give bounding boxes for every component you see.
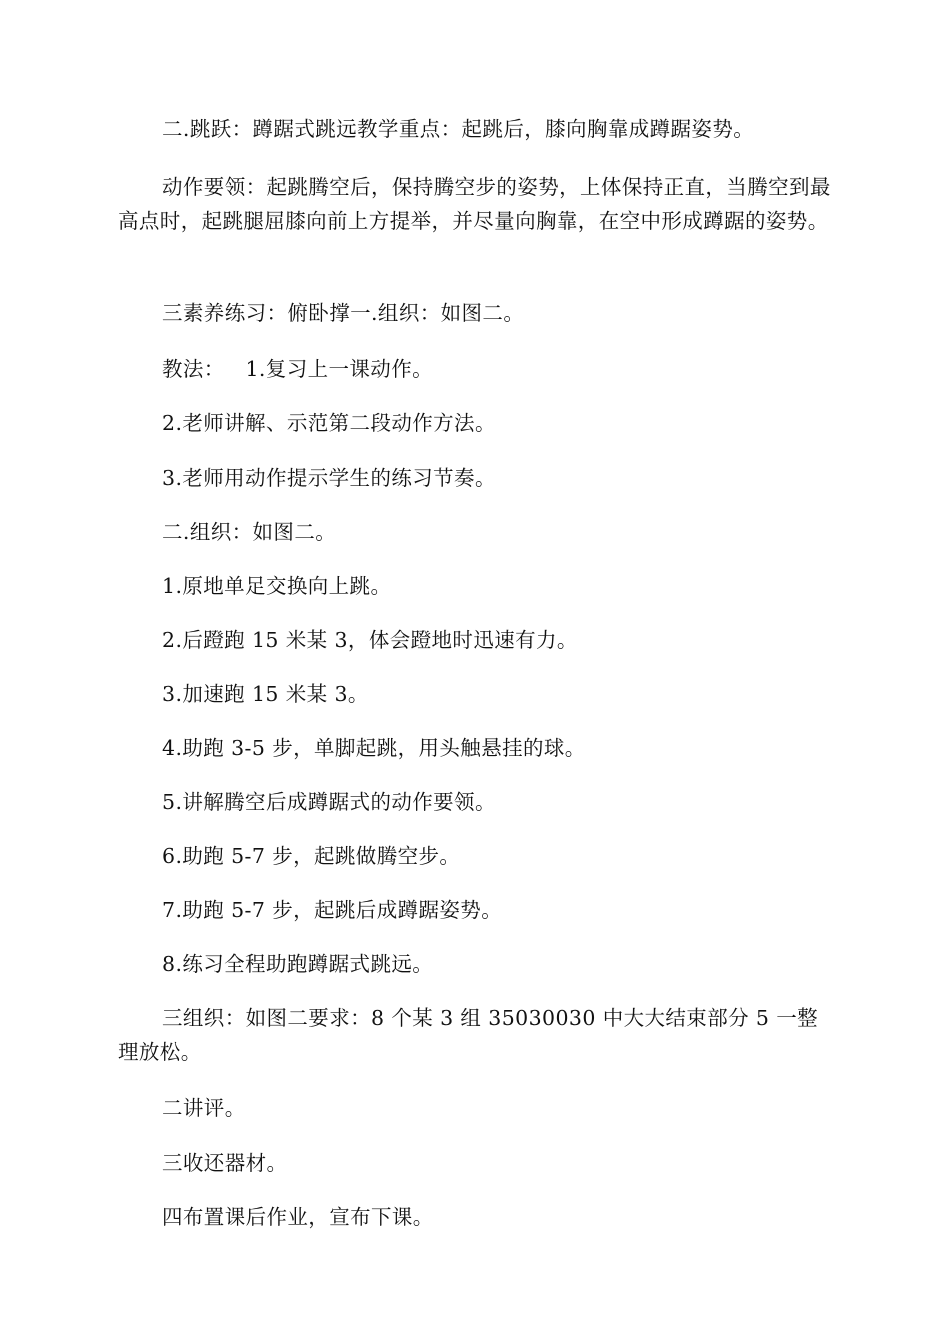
paragraph-step-8: 8.练习全程助跑蹲踞式跳远。 bbox=[162, 952, 434, 976]
paragraph-organization: 二.组织：如图二。 bbox=[162, 520, 337, 544]
paragraph-homework-dismissal: 四布置课后作业，宣布下课。 bbox=[162, 1205, 434, 1229]
paragraph-jump-heading: 二.跳跃：蹲踞式跳远教学重点：起跳后，膝向胸靠成蹲踞姿势。 bbox=[162, 117, 755, 141]
paragraph-quality-practice: 三素养练习：俯卧撑一.组织：如图二。 bbox=[162, 301, 525, 325]
paragraph-step-3: 3.加速跑 15 米某 3。 bbox=[162, 682, 369, 706]
paragraph-method-3: 3.老师用动作提示学生的练习节奏。 bbox=[162, 466, 496, 490]
paragraph-step-5: 5.讲解腾空后成蹲踞式的动作要领。 bbox=[162, 790, 496, 814]
paragraph-collect-equipment: 三收还器材。 bbox=[162, 1151, 288, 1175]
paragraph-step-1: 1.原地单足交换向上跳。 bbox=[162, 574, 392, 598]
paragraph-step-6: 6.助跑 5-7 步，起跳做腾空步。 bbox=[162, 844, 461, 868]
paragraph-step-7: 7.助跑 5-7 步，起跳后成蹲踞姿势。 bbox=[162, 898, 503, 922]
paragraph-organization-requirements: 三组织：如图二要求：8 个某 3 组 35030030 中大大结束部分 5 一整理放松。 bbox=[118, 1006, 819, 1064]
paragraph-action-essentials: 动作要领：起跳腾空后，保持腾空步的姿势，上体保持正直，当腾空到最高点时，起跳腿屈膝向前上方提举，并尽量向胸靠，在空中形成蹲踞的姿势。 bbox=[118, 175, 831, 233]
paragraph-review: 二讲评。 bbox=[162, 1096, 246, 1120]
paragraph-teaching-method: 教法： 1.复习上一课动作。 bbox=[162, 357, 434, 381]
paragraph-step-4: 4.助跑 3-5 步，单脚起跳，用头触悬挂的球。 bbox=[162, 736, 586, 760]
paragraph-step-2: 2.后蹬跑 15 米某 3，体会蹬地时迅速有力。 bbox=[162, 628, 578, 652]
paragraph-method-2: 2.老师讲解、示范第二段动作方法。 bbox=[162, 411, 496, 435]
